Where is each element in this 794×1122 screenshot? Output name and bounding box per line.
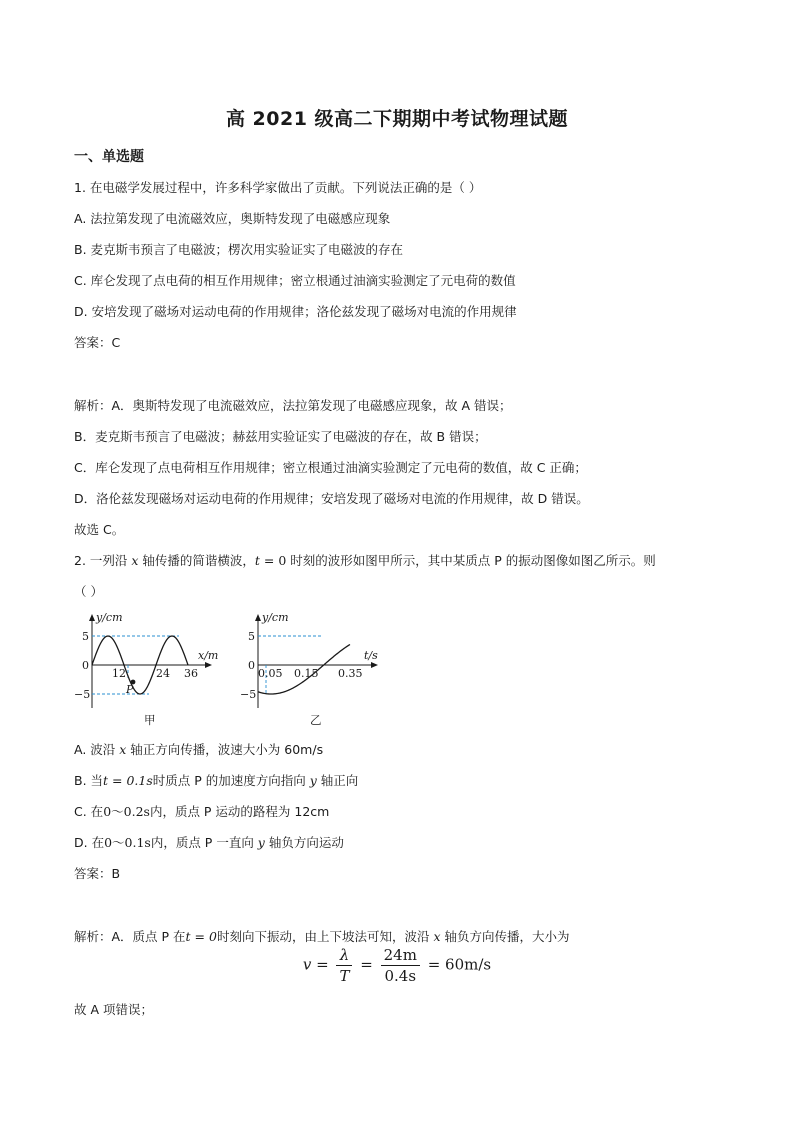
q2-analysis-x: x <box>433 929 441 944</box>
formula-frac-lambda-t <box>336 946 352 985</box>
q1-analysis-b: B．麦克斯韦预言了电磁波；赫兹用实验证实了电磁波的存在，故 B 错误； <box>74 429 487 444</box>
q1-option-c[interactable]: C. 库仑发现了点电荷的相互作用规律；密立根通过油滴实验测定了元电荷的数值 <box>74 273 516 288</box>
wave-y-label: y/cm <box>96 611 123 624</box>
q2-opt-a-x: x <box>119 742 127 757</box>
section-heading: 一、单选题 <box>74 149 144 165</box>
formula-num: 24m <box>381 946 420 966</box>
formula-frac-values <box>381 946 420 985</box>
q2-analysis-mid: 时刻向下振动，由上下坡法可知，波沿 <box>216 929 434 944</box>
vibration-graph <box>240 608 390 718</box>
q2-answer: 答案：B <box>74 866 121 881</box>
wave-y-tick-top: 5 <box>82 630 89 643</box>
vib-y-tick-zero: 0 <box>248 659 255 672</box>
q2-opt-c-math: 0～0.2s <box>103 804 150 819</box>
velocity-formula <box>0 946 794 985</box>
page-title: 高 2021 级高二下期期中考试物理试题 <box>225 108 569 130</box>
vib-y-label: y/cm <box>262 611 289 624</box>
vib-x-label: t/s <box>364 649 378 662</box>
wave-x-tick-24: 24 <box>156 667 170 680</box>
q2-opt-b-y: y <box>309 773 317 788</box>
wave-x-tick-36: 36 <box>184 667 198 680</box>
q2-option-c[interactable] <box>74 802 329 820</box>
q2-opt-a-pre: A. 波沿 <box>74 742 120 757</box>
vib-x-tick-005: 0.05 <box>258 667 283 680</box>
wave-y-tick-zero: 0 <box>82 659 89 672</box>
formula-eq2: = 60m/s <box>427 955 492 974</box>
wave-graph <box>74 608 224 718</box>
vibration-caption: 乙 <box>310 713 322 727</box>
wave-caption: 甲 <box>144 713 156 727</box>
q2-opt-d-y: y <box>257 835 265 850</box>
formula-den: 0.4s <box>384 967 417 985</box>
vib-x-tick-035: 0.35 <box>338 667 363 680</box>
q2-option-a[interactable] <box>74 740 323 758</box>
wave-point-label: P <box>126 683 134 696</box>
wave-y-tick-bottom: −5 <box>74 688 91 701</box>
q2-stem-pre: 2. 一列沿 <box>74 553 132 568</box>
wave-x-label: x/m <box>198 649 219 662</box>
q1-analysis-a: 解析：A．奥斯特发现了电流磁效应，法拉第发现了电磁感应现象，故 A 错误； <box>74 398 512 413</box>
q2-opt-b-pre: B. 当 <box>74 773 104 788</box>
q2-opt-d-post: 轴负方向运动 <box>264 835 344 850</box>
vib-y-arrow <box>255 614 261 621</box>
q2-analysis <box>74 927 569 945</box>
q2-opt-c-post: 内，质点 P 运动的路程为 12cm <box>149 804 330 819</box>
vib-x-arrow <box>371 662 378 668</box>
q1-choose: 故选 C。 <box>74 522 125 537</box>
wave-x-arrow <box>205 662 212 668</box>
q2-stem-paren: （ ） <box>74 584 103 599</box>
q2-stem-mid: 轴传播的简谐横波， <box>138 553 255 568</box>
q2-opt-a-post: 轴正方向传播，波速大小为 60m/s <box>126 742 324 757</box>
q2-opt-d-math: 0～0.1s <box>104 835 151 850</box>
wave-y-arrow <box>89 614 95 621</box>
q2-analysis-pre: 解析：A．质点 P 在 <box>74 929 186 944</box>
q2-opt-d-pre: D. 在 <box>74 835 105 850</box>
q2-opt-c-pre: C. 在 <box>74 804 104 819</box>
q1-option-a[interactable]: A. 法拉第发现了电流磁效应，奥斯特发现了电磁感应现象 <box>74 211 391 226</box>
q2-analysis-post: 轴负方向传播，大小为 <box>440 929 570 944</box>
q1-option-b[interactable]: B. 麦克斯韦预言了电磁波；楞次用实验证实了电磁波的存在 <box>74 242 404 257</box>
formula-t: T <box>339 967 350 985</box>
q1-analysis-d: D．洛伦兹发现磁场对运动电荷的作用规律；安培发现了磁场对电流的作用规律，故 D 错误。 <box>74 491 589 506</box>
q2-stem-post: 时刻的波形如图甲所示，其中某质点 P 的振动图像如图乙所示。则 <box>286 553 656 568</box>
q2-conclusion: 故 A 项错误； <box>74 1002 153 1017</box>
q2-stem <box>74 551 656 569</box>
formula-v: v = <box>302 955 329 974</box>
q2-opt-b-math: t = 0.1s <box>103 773 153 788</box>
q1-analysis-c: C．库仑发现了点电荷相互作用规律；密立根通过油滴实验测定了元电荷的数值，故 C 正确； <box>74 460 587 475</box>
q2-option-d[interactable] <box>74 833 344 851</box>
q2-opt-d-mid: 内，质点 P 一直向 <box>150 835 258 850</box>
formula-eq1: = <box>360 955 373 974</box>
q2-option-b[interactable] <box>74 771 358 789</box>
q2-analysis-math: t = 0 <box>185 929 217 944</box>
vib-y-tick-top: 5 <box>248 630 255 643</box>
q2-stem-x: x <box>131 553 139 568</box>
q2-opt-b-mid: 时质点 P 的加速度方向指向 <box>152 773 310 788</box>
q1-stem: 1. 在电磁学发展过程中，许多科学家做出了贡献。下列说法正确的是（ ） <box>74 180 482 195</box>
vib-y-tick-bottom: −5 <box>240 688 257 701</box>
q2-stem-t: t <box>254 553 260 568</box>
q2-opt-b-post: 轴正向 <box>316 773 359 788</box>
q1-answer: 答案：C <box>74 335 121 350</box>
q1-option-d[interactable]: D. 安培发现了磁场对运动电荷的作用规律；洛伦兹发现了磁场对电流的作用规律 <box>74 304 517 319</box>
wave-x-tick-12: 12 <box>112 667 126 680</box>
formula-lambda: λ <box>336 946 352 966</box>
q2-stem-eq: = 0 <box>259 553 287 568</box>
vib-x-tick-015: 0.15 <box>294 667 319 680</box>
